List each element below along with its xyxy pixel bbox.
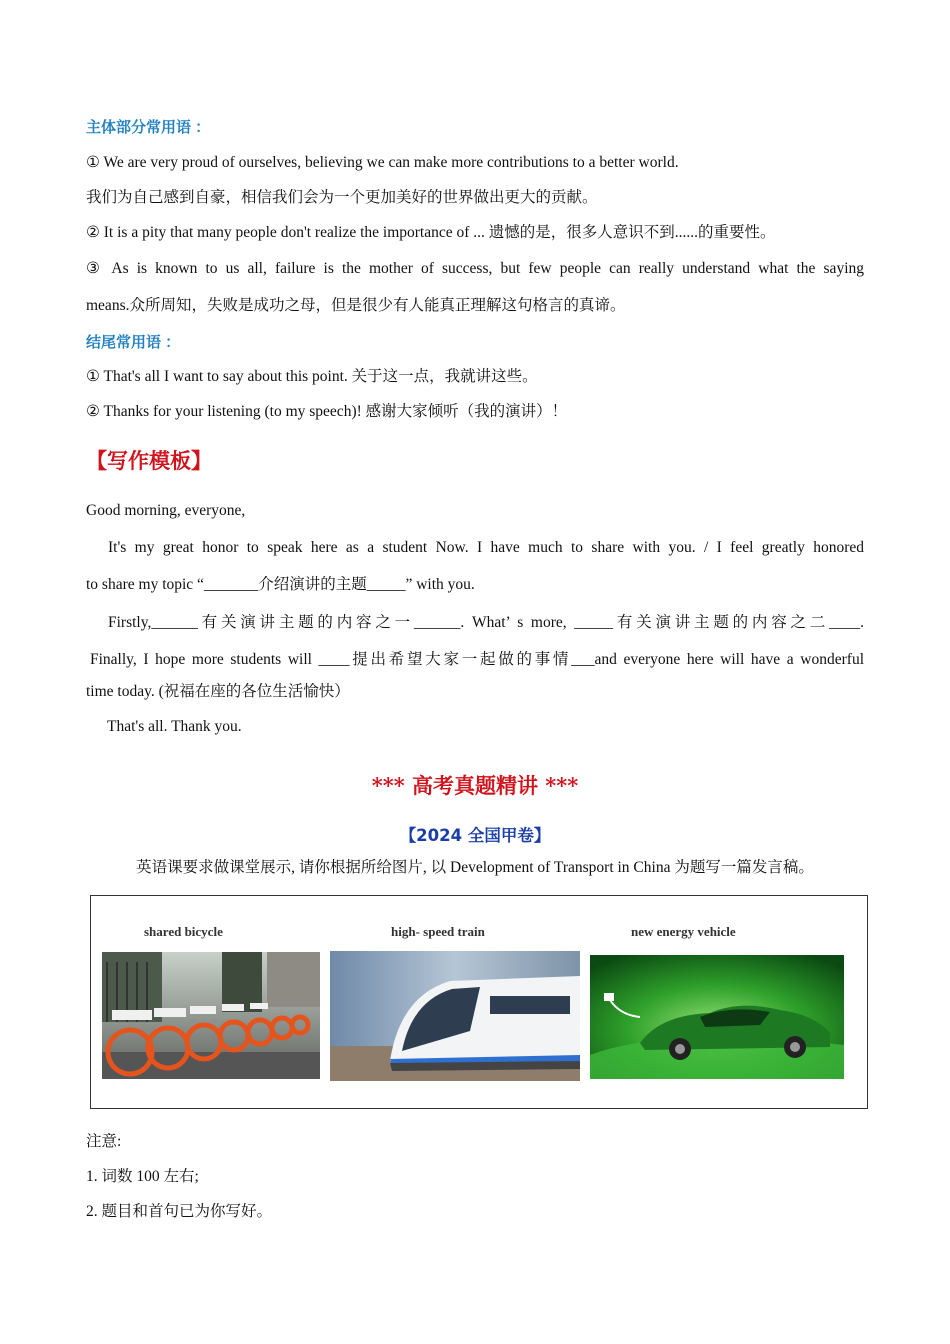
note-1: 1. 词数 100 左右; <box>86 1168 199 1186</box>
template-para2: Firstly,______有关演讲主题的内容之一______. What’ s more, _____有关演讲主题的内容之二____. <box>108 614 864 631</box>
template-para1-line1: It's my great honor to speak here as a student Now. I have much to share with you. / I feel greatly honored <box>108 539 864 556</box>
new-energy-vehicle-photo <box>590 955 844 1079</box>
document-page <box>86 110 864 883</box>
note-2: 2. 题目和首句已为你写好。 <box>86 1203 273 1221</box>
template-para1-line2: to share my topic “_______介绍演讲的主题_____” with you. <box>86 575 475 593</box>
exam-image-panel <box>90 895 868 1109</box>
closing-phrases-heading: 结尾常用语 ： <box>86 334 181 352</box>
closing-phrase-2: ② Thanks for your listening (to my speech)! 感谢大家倾听（我的演讲）！ <box>86 403 568 421</box>
closing-phrase-1: ① That's all I want to say about this point. 关于这一点，我就讲这些。 <box>86 368 538 386</box>
exam-notes <box>86 1125 864 1230</box>
template-closing: That's all. Thank you. <box>107 718 242 736</box>
body-phrase-2: ② It is a pity that many people don't realize the importance of ... 遗憾的是，很多人意识不到......的重要性。 <box>86 224 776 242</box>
body-phrase-3-line1: ③ As is known to us all, failure is the mother of success, but few people can really understand what the saying <box>86 260 864 277</box>
body-phrases-heading: 主体部分常用语 ： <box>86 119 211 137</box>
writing-template-heading: 【写作模板】 <box>86 448 212 473</box>
exam-source-tag: 【2024 全国甲卷】 <box>399 826 551 845</box>
body-phrase-1-en: ① We are very proud of ourselves, believing we can make more contributions to a better world. <box>86 154 679 172</box>
image-label-new-energy-vehicle: new energy vehicle <box>631 924 736 939</box>
body-phrase-1-zh: 我们为自己感到自豪，相信我们会为一个更加美好的世界做出更大的贡献。 <box>86 189 598 207</box>
image-label-shared-bicycle: shared bicycle <box>144 924 223 939</box>
template-greeting: Good morning, everyone, <box>86 501 246 519</box>
exam-section-title: *** 高考真题精讲 *** <box>371 773 579 798</box>
body-phrase-3-line2: means.众所周知，失败是成功之母，但是很少有人能真正理解这句格言的真谛。 <box>86 296 626 314</box>
image-label-high-speed-train: high- speed train <box>391 924 485 939</box>
exam-prompt: 英语课要求做课堂展示, 请你根据所给图片, 以 Development of Transport in China 为题写一篇发言稿。 <box>136 859 814 876</box>
template-para3-line1: Finally, I hope more students will ____提出希望大家一起做的事情___and everyone here will have a wonderful <box>90 651 864 668</box>
notes-heading: 注意: <box>86 1133 122 1151</box>
high-speed-train-photo <box>330 951 580 1081</box>
shared-bicycle-photo <box>102 952 320 1079</box>
template-para3-line2: time today. (祝福在座的各位生活愉快） <box>86 683 350 701</box>
